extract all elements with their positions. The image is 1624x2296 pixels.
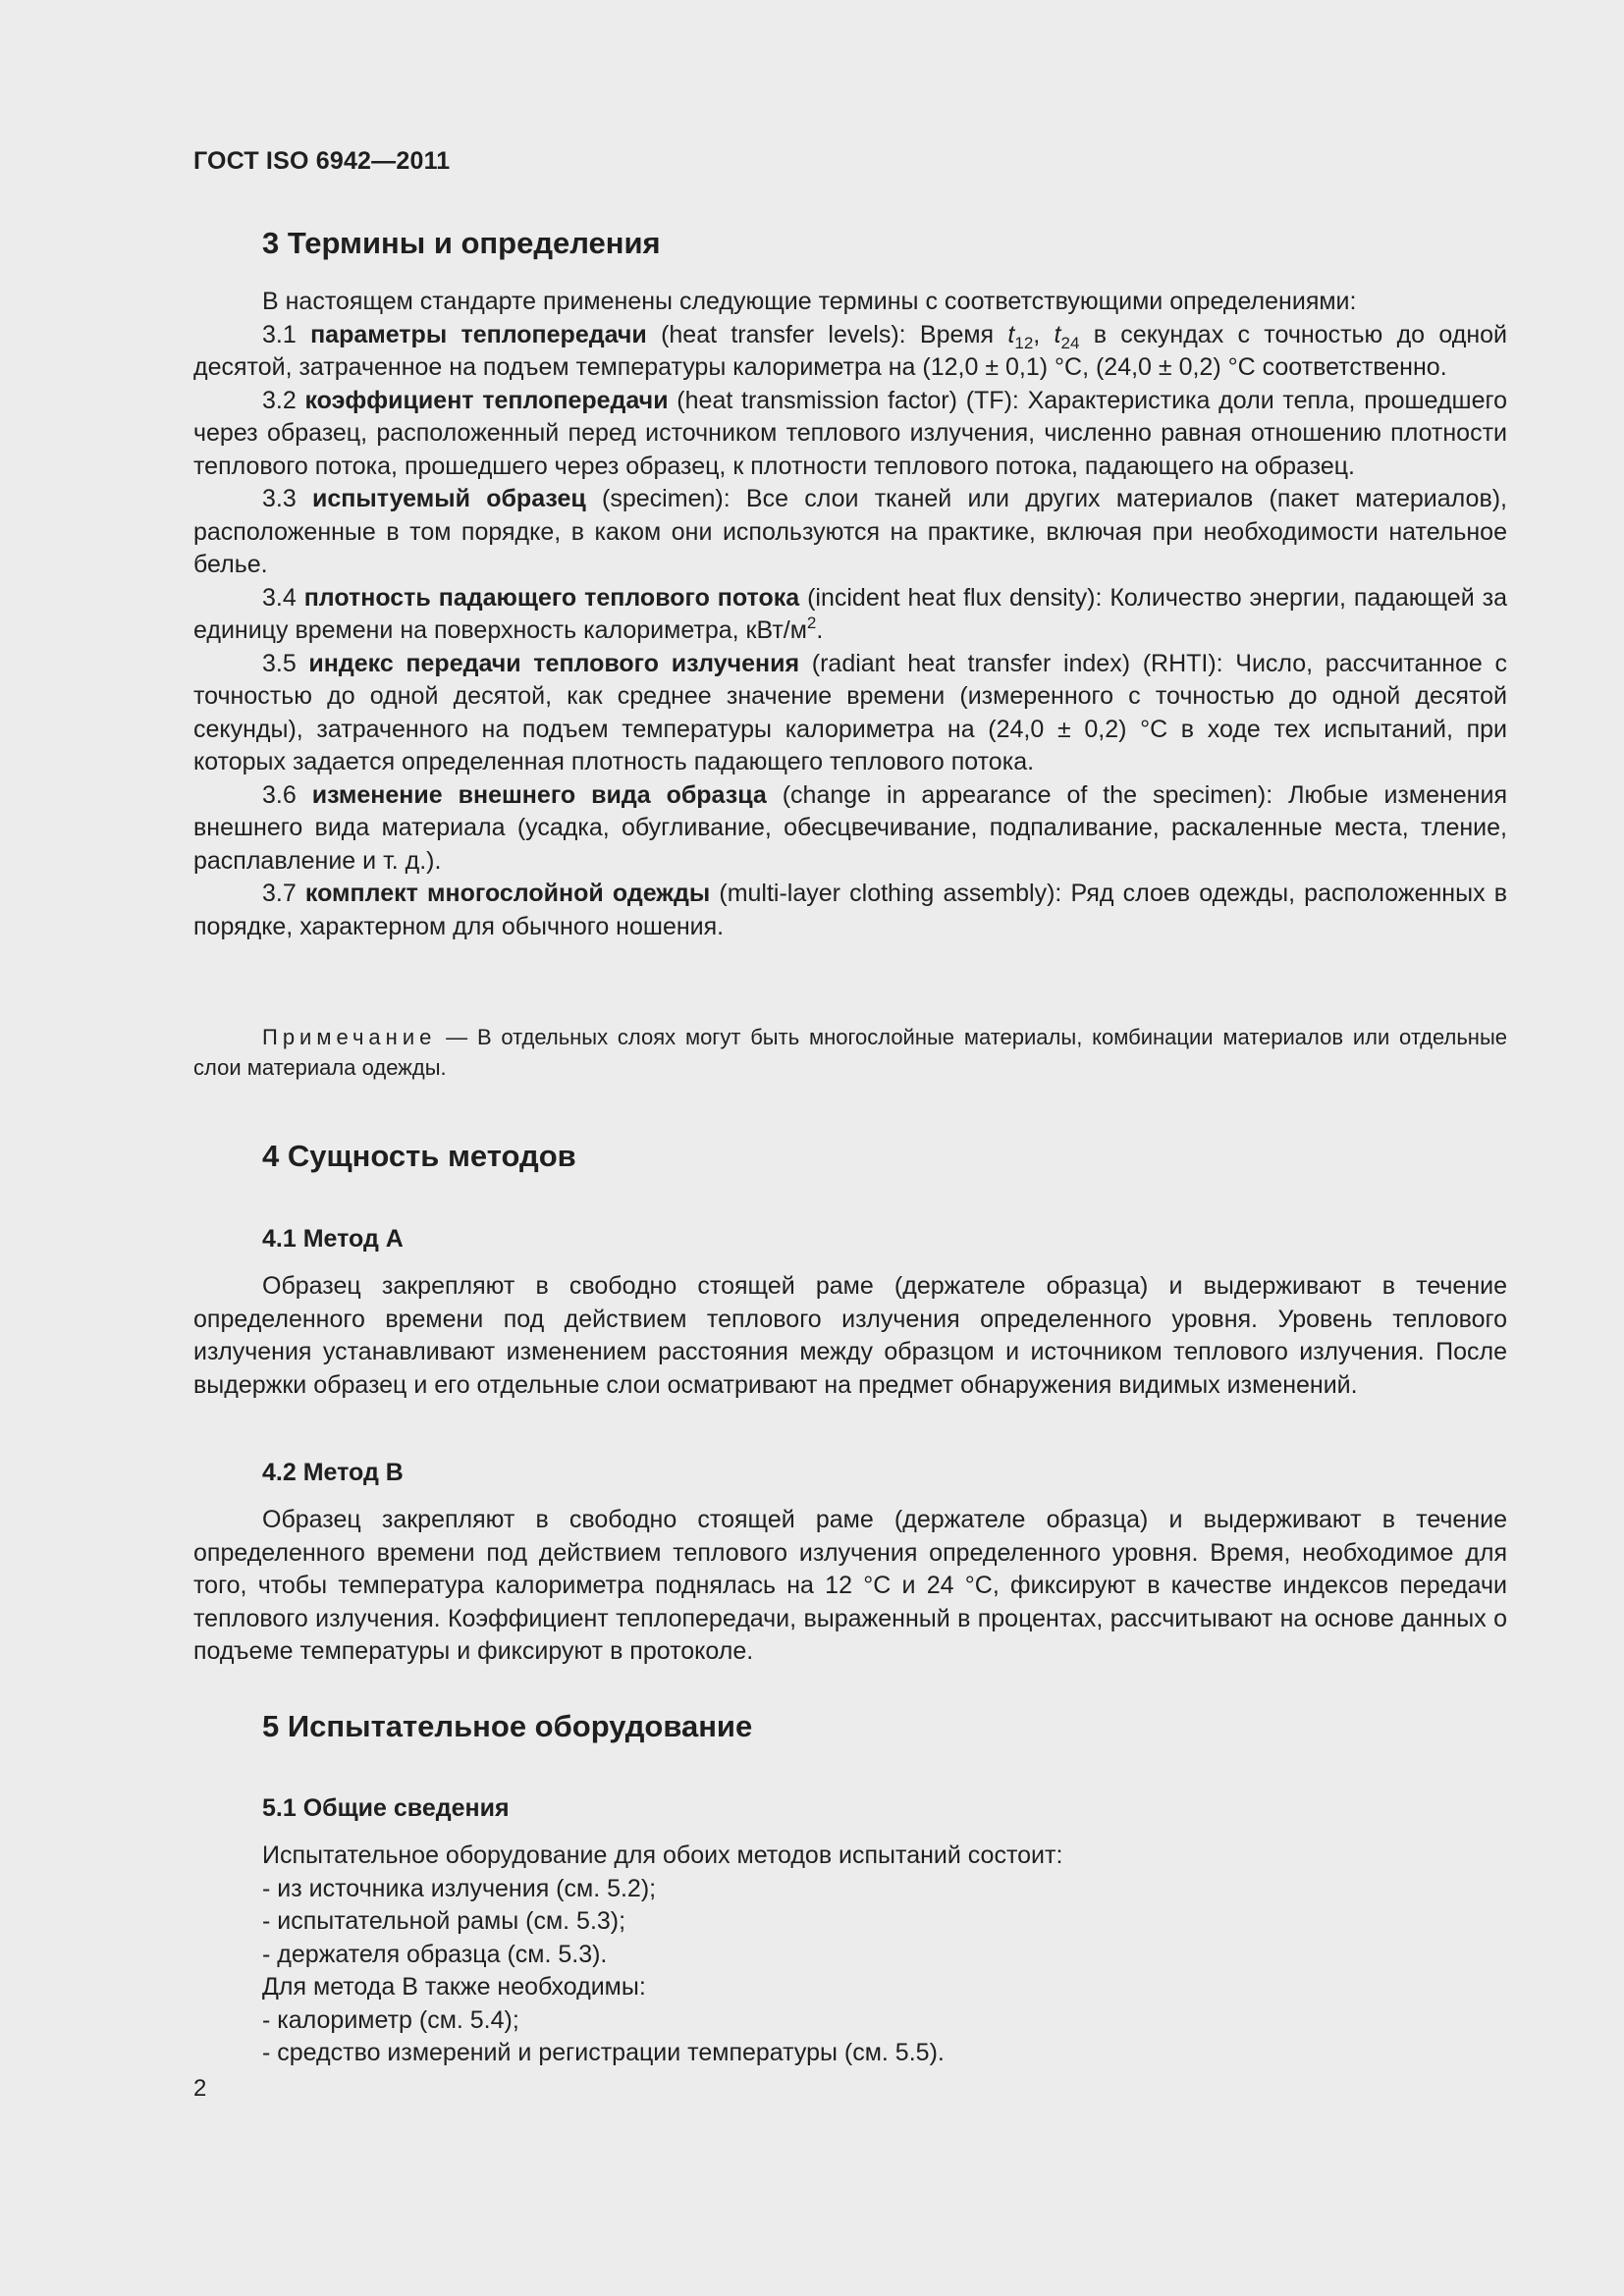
term-3-6: 3.6 изменение внешнего вида образца (change in appearance of the specimen): Любые изменения внешнего вида материала (усадка, обугливание, обесцвечивание, подпаливание, раскаленные места, тление, расплавление и т. д.).	[193, 780, 1507, 875]
section-3-intro: В настоящем стандарте применены следующие термины с соответствующими определениями:	[262, 288, 1357, 315]
method-a-text: Образец закрепляют в свободно стоящей раме (держателе образца) и выдерживают в течение определенного времени под действием теплового излучения определенного уровня. Уровень теплового излучения устанавливают изменением расстояния между образцом и источником теплового излучения. После выдержки образец и его отдельные слои осматривают на предмет обнаружения видимых изменений.	[193, 1272, 1507, 1399]
note-label: Примечание	[262, 1025, 437, 1049]
list-item: - средство измерений и регистрации температуры (см. 5.5).	[262, 2039, 945, 2066]
section-3-title: 3 Термины и определения	[262, 226, 661, 260]
method-a-title: 4.1 Метод А	[262, 1225, 404, 1253]
list-item: - держателя образца (см. 5.3).	[262, 1940, 608, 1968]
equipment-list	[262, 1840, 1507, 2070]
list-item: Испытательное оборудование для обоих методов испытаний состоит:	[262, 1842, 1063, 1869]
page-number: 2	[193, 2075, 207, 2102]
term-3-4: 3.4 плотность падающего теплового потока (incident heat flux density): Количество энергии, падающей за единицу времени на поверхность калориметра, кВт/$м^2$.	[193, 583, 1507, 644]
term-3-1: 3.1 параметры теплопередачи (heat transfer levels): Время $t_{12}$, $t_{24}$ в секундах с точностью до одной десятой, затраченное на подъем температуры калориметра на (12,0 ± 0,1) °С, (24,0 ± 0,2) °С соответственно.	[193, 320, 1508, 381]
method-b-title: 4.2 Метод В	[262, 1459, 404, 1486]
term-3-5: 3.5 индекс передачи теплового излучения (radiant heat transfer index) (RHTI): Число, рассчитанное с точностью до одной десятой, как среднее значение времени (измеренного с точностью до одной десятой секунды), затраченного на подъем температуры калориметра на (24,0 ± 0,2) °С в ходе тех испытаний, при которых задается определенная плотность падающего теплового потока.	[193, 649, 1507, 775]
section-3-note	[193, 1022, 1507, 1083]
method-b-body	[193, 1504, 1507, 1669]
list-item: - испытательной рамы (см. 5.3);	[262, 1907, 626, 1935]
section-4-title: 4 Сущность методов	[262, 1139, 576, 1173]
document-header: ГОСТ ISO 6942—2011	[193, 147, 451, 175]
term-3-2: 3.2 коэффициент теплопередачи (heat transmission factor) (TF): Характеристика доли тепла, прошедшего через образец, расположенный перед источником теплового излучения, численно равная отношению плотности теплового потока, прошедшего через образец, к плотности теплового потока, падающего на образец.	[193, 386, 1507, 480]
section-5-title: 5 Испытательное оборудование	[262, 1709, 753, 1743]
method-a-body	[193, 1270, 1507, 1402]
list-item: - калориметр (см. 5.4);	[262, 2005, 519, 2034]
list-item: - из источника излучения (см. 5.2);	[262, 1874, 657, 1902]
general-info-title: 5.1 Общие сведения	[262, 1794, 510, 1822]
list-item: Для метода В также необходимы:	[262, 1973, 646, 2001]
term-3-7: 3.7 комплект многослойной одежды (multi-layer clothing assembly): Ряд слоев одежды, расположенных в порядке, характерном для обычного ношения.	[193, 880, 1508, 940]
method-b-text: Образец закрепляют в свободно стоящей раме (держателе образца) и выдерживают в течение определенного времени под действием теплового излучения определенного уровня. Время, необходимое для того, чтобы температура калориметра поднялась на 12 °С и 24 °С, фиксируют в качестве индексов передачи теплового излучения. Коэффициент теплопередачи, выраженный в процентах, рассчитывают на основе данных о подъеме температуры и фиксируют в протоколе.	[193, 1506, 1507, 1665]
section-3-body	[193, 286, 1507, 943]
term-3-3: 3.3 испытуемый образец (specimen): Все слои тканей или других материалов (пакет материалов), расположенные в том порядке, в каком они используются на практике, включая при необходимости нательное белье.	[193, 485, 1507, 578]
note-text: — В отдельных слоях могут быть многослойные материалы, комбинации материалов или отдельные слои материала одежды.	[193, 1025, 1507, 1080]
